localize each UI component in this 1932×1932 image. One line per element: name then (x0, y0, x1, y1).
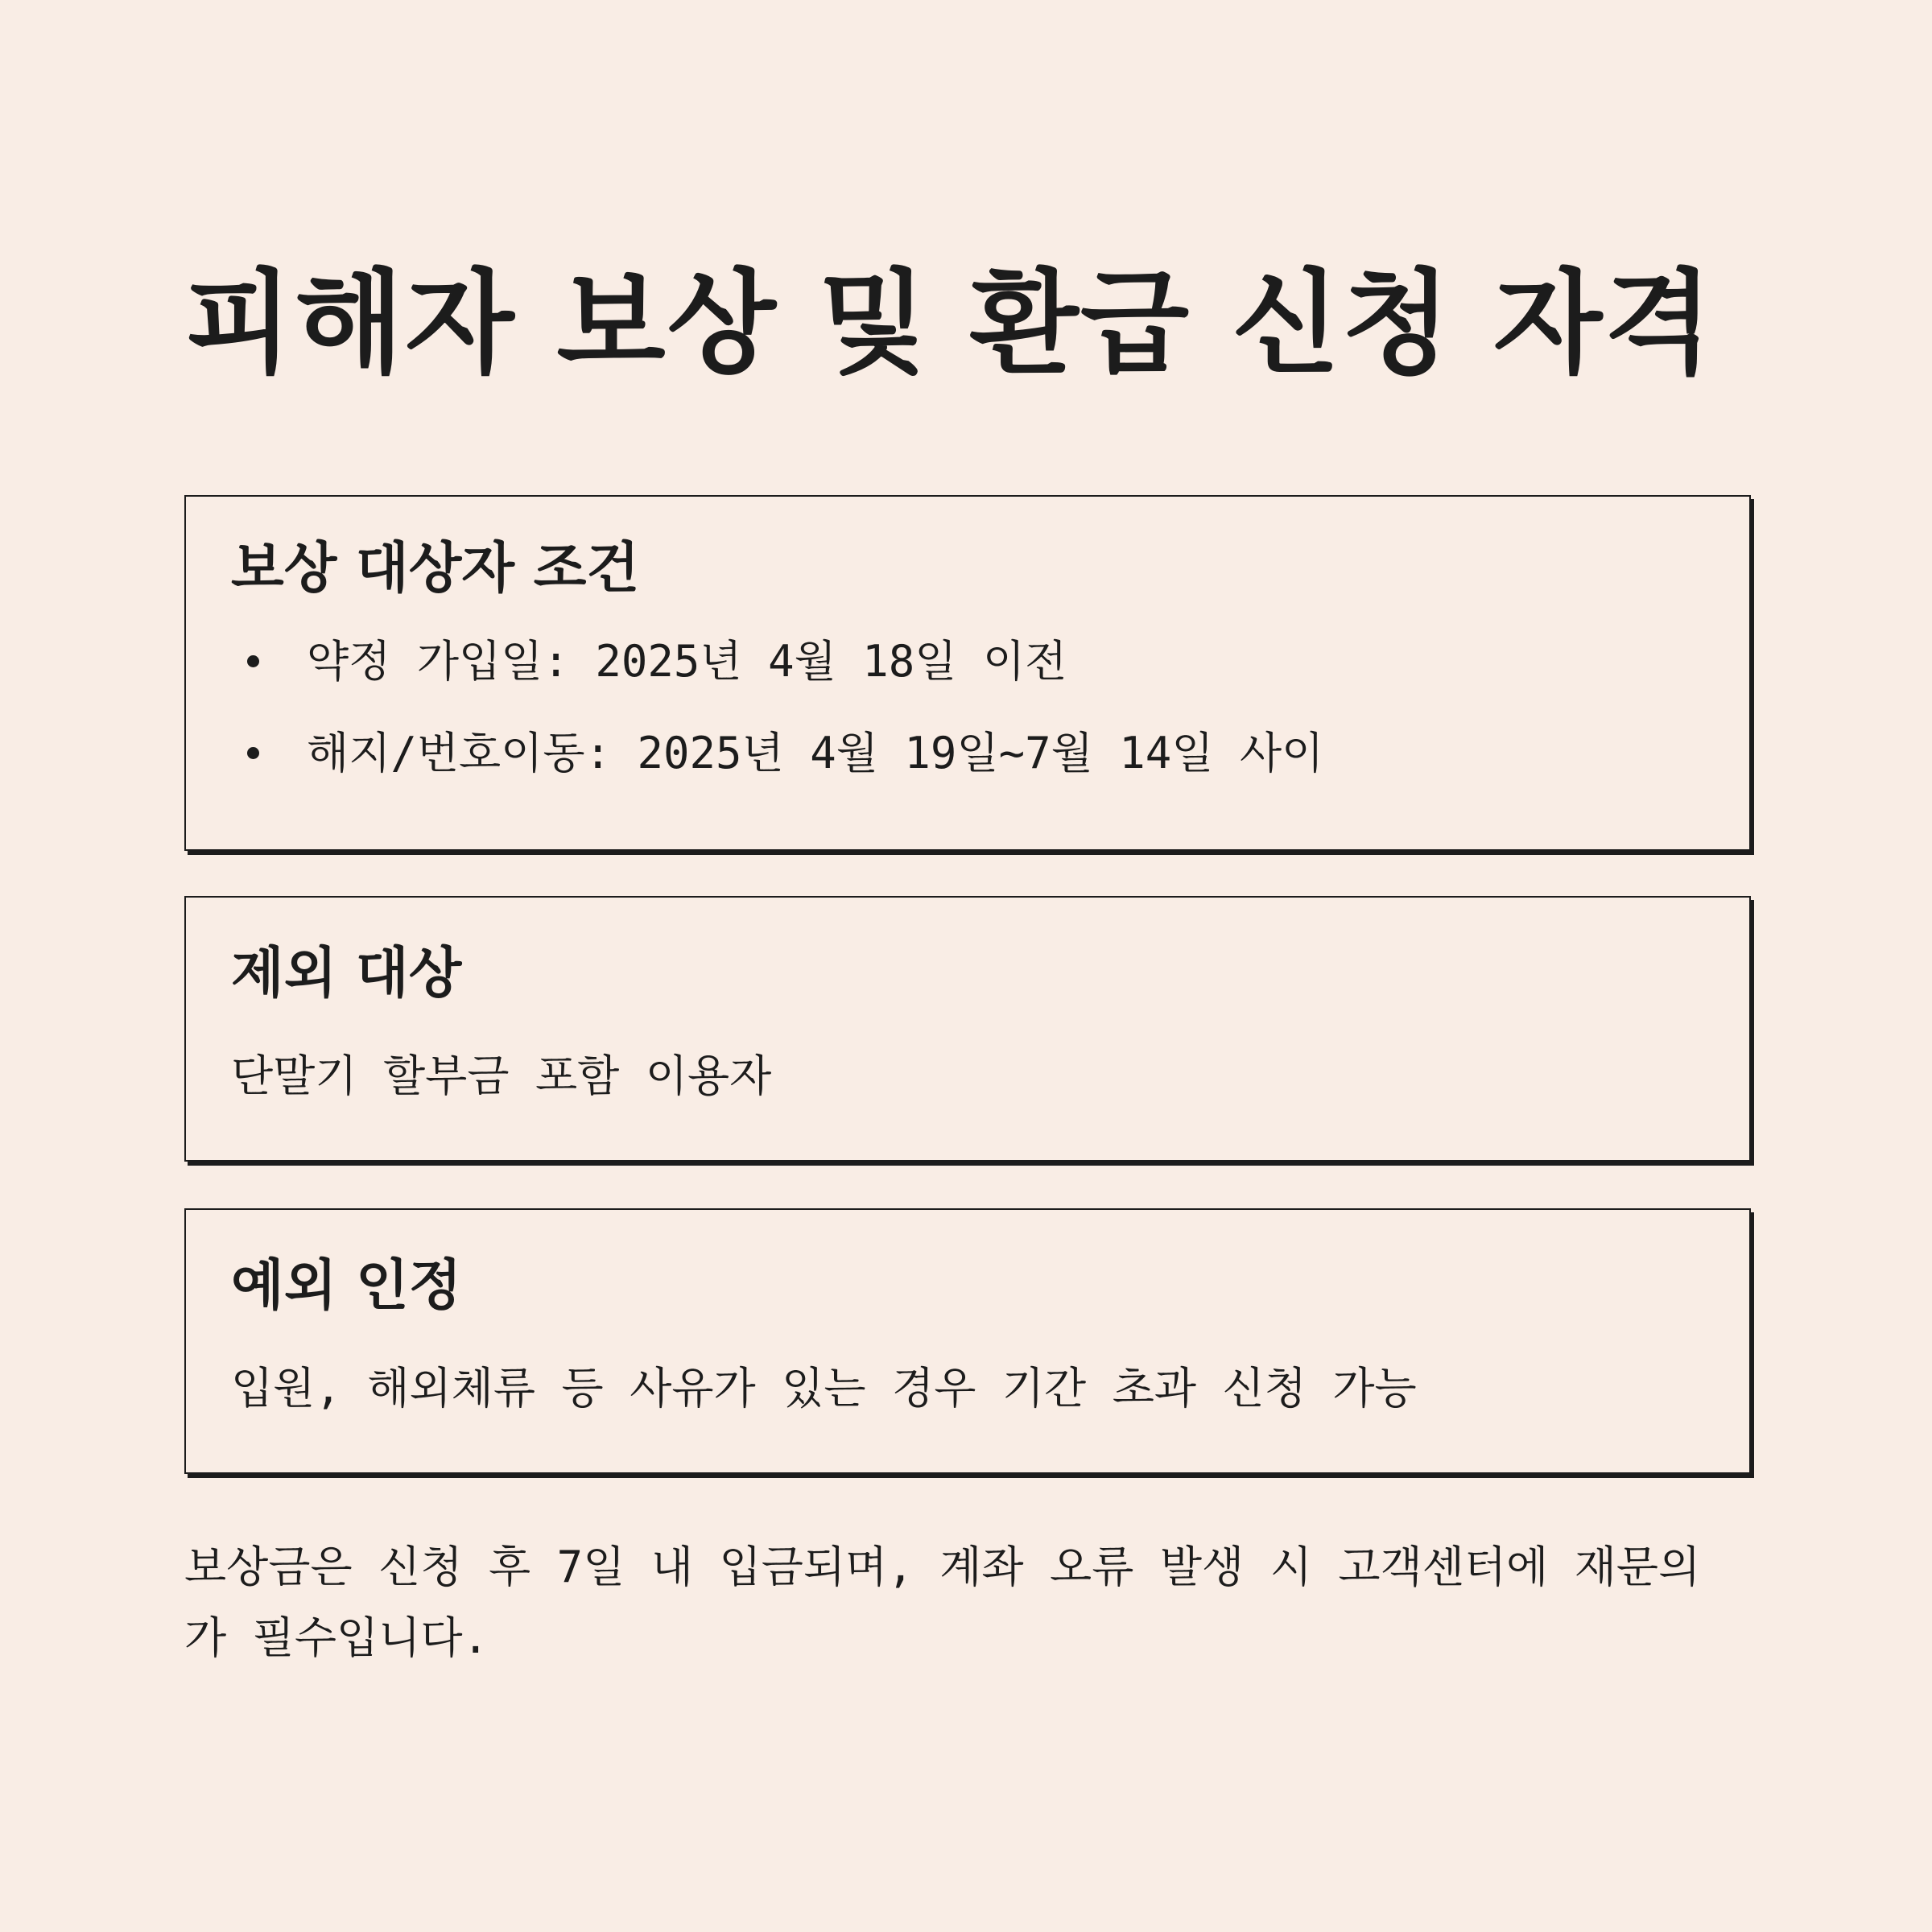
exceptions-text: 입원, 해외체류 등 사유가 있는 경우 기간 초과 신청 가능 (231, 1363, 1417, 1414)
list-item-text: 약정 가입일: 2025년 4월 18일 이전 (307, 636, 1067, 687)
exclusions-text: 단말기 할부금 포함 이용자 (231, 1051, 772, 1101)
exclusions-card (184, 896, 1751, 1162)
exceptions-heading: 예외 인정 (231, 1254, 462, 1318)
exclusions-heading: 제외 대상 (231, 942, 462, 1005)
list-item-text: 해지/번호이동: 2025년 4월 19일~7월 14일 사이 (307, 728, 1324, 778)
eligibility-conditions-heading: 보상 대상자 조건 (231, 537, 640, 601)
exceptions-card (184, 1208, 1751, 1474)
eligibility-conditions-list (231, 634, 1323, 817)
bullet-icon (247, 747, 259, 759)
eligibility-conditions-card (184, 495, 1751, 851)
page-title: 피해자 보상 및 환급 신청 자격 (184, 258, 1715, 390)
list-item (231, 634, 1323, 725)
list-item (231, 725, 1323, 817)
footer-note: 보상금은 신청 후 7일 내 입금되며, 계좌 오류 발생 시 고객센터에 재문의가 필수입니다. (184, 1542, 1701, 1663)
bullet-icon (247, 655, 259, 667)
